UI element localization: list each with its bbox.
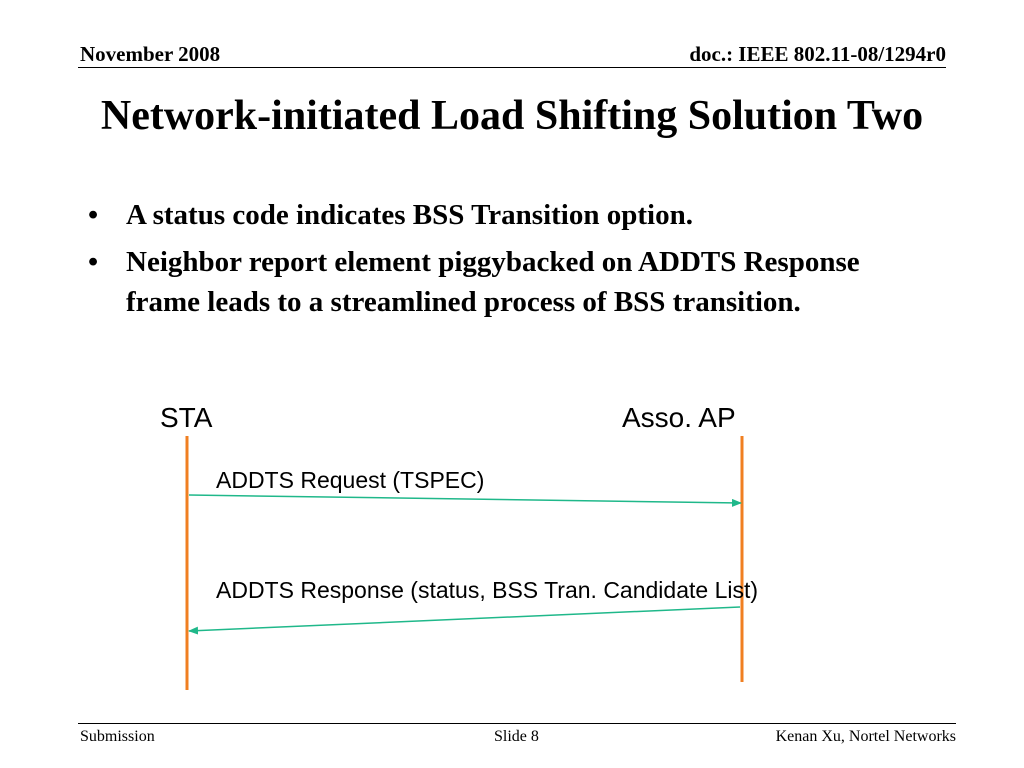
footer-submission: Submission bbox=[80, 728, 155, 745]
response-message-label: ADDTS Response (status, BSS Tran. Candidate List) bbox=[216, 577, 759, 603]
header-doc-id: doc.: IEEE 802.11-08/1294r0 bbox=[689, 42, 946, 66]
request-message-label: ADDTS Request (TSPEC) bbox=[216, 467, 485, 493]
sta-label: STA bbox=[160, 402, 213, 433]
bullet-text: Neighbor report element piggybacked on ADDTS Response frame leads to a streamlined process of BSS transition. bbox=[126, 246, 860, 318]
ap-label: Asso. AP bbox=[622, 402, 736, 433]
bullet-text: A status code indicates BSS Transition option. bbox=[126, 199, 693, 231]
footer-slide-number: Slide 8 bbox=[494, 728, 539, 745]
header-date: November 2008 bbox=[80, 42, 221, 66]
bullet-icon: • bbox=[88, 199, 99, 231]
response-arrow bbox=[189, 607, 740, 631]
footer-author: Kenan Xu, Nortel Networks bbox=[775, 728, 956, 745]
footer-divider bbox=[78, 723, 956, 724]
request-arrow bbox=[189, 495, 741, 503]
slide-title: Network-initiated Load Shifting Solution Two bbox=[100, 93, 924, 139]
bullet-icon: • bbox=[88, 246, 99, 278]
